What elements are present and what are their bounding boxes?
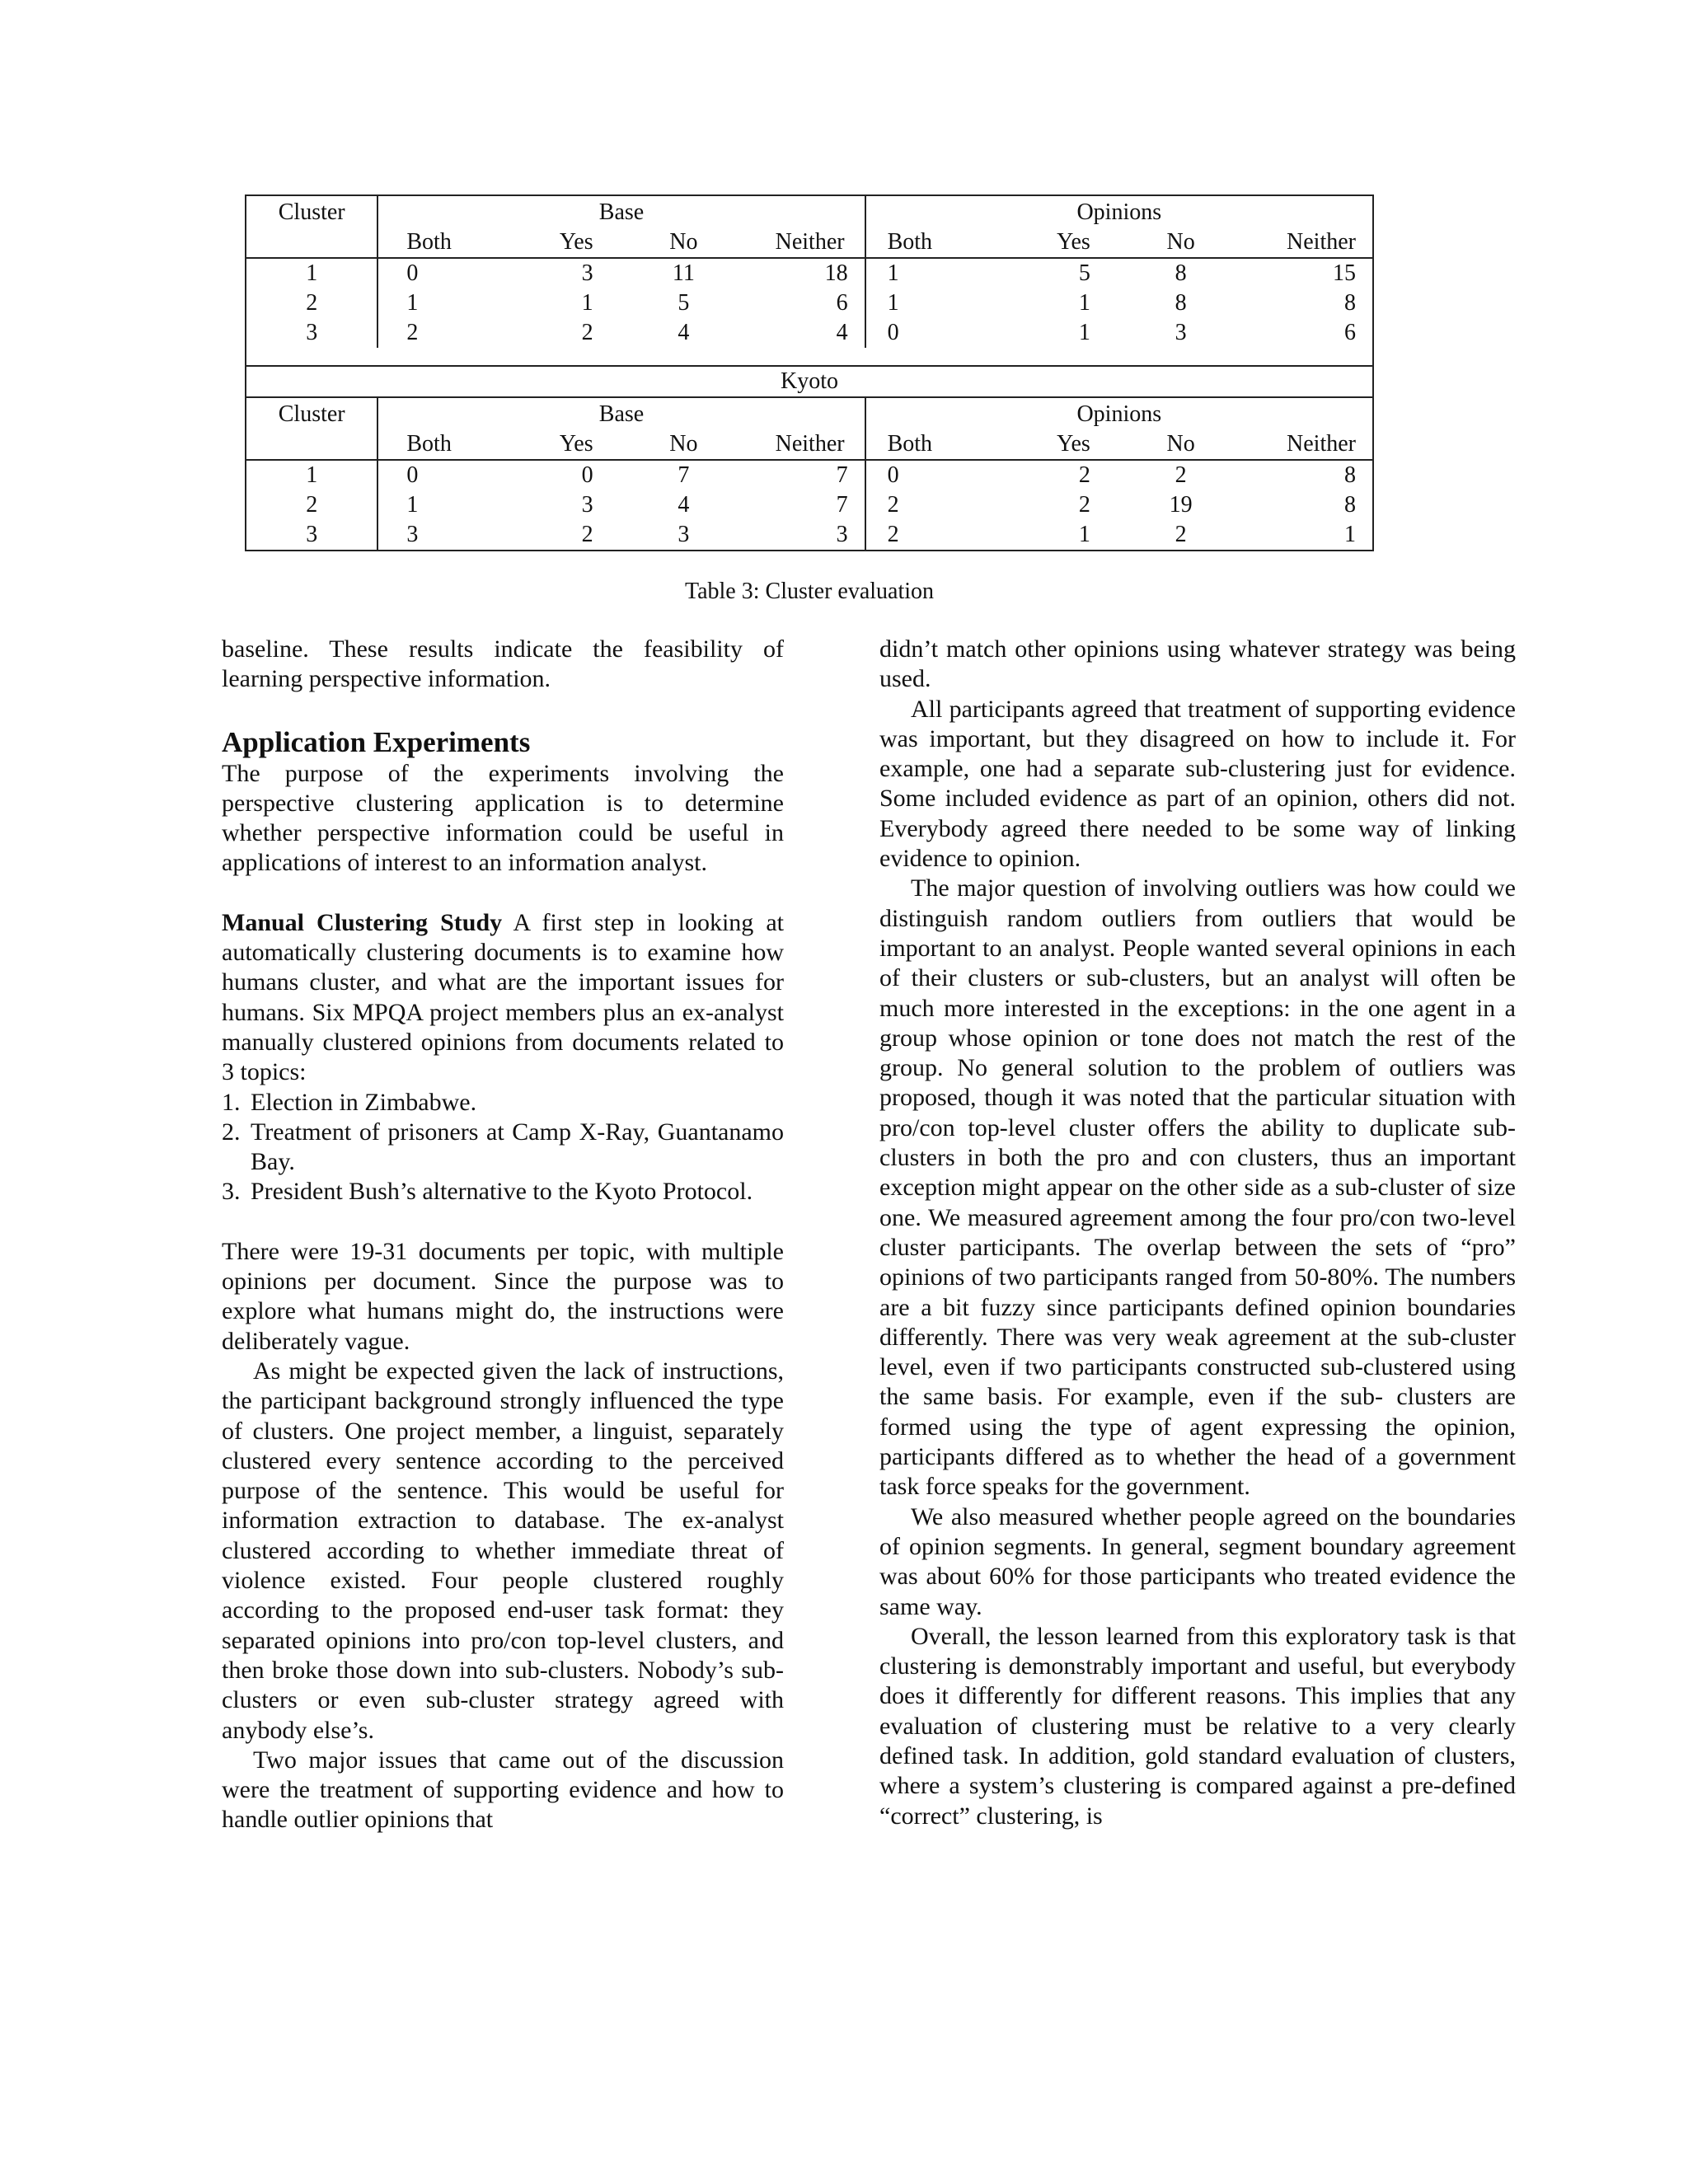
table-cell: 7 — [678, 462, 690, 488]
table-cell: 3 — [836, 522, 848, 547]
table-cell: 2 — [581, 522, 593, 547]
subheader-cell: Neither — [775, 229, 845, 255]
left-column — [222, 635, 784, 1835]
paragraph: The purpose of the experiments involving the perspective clustering application is to determine whether perspective information could be useful in applications of interest to an information analyst. — [222, 759, 784, 877]
table-cell: 19 — [1169, 492, 1193, 518]
subheader-cell: Neither — [775, 431, 845, 457]
subheader-cell: No — [1166, 229, 1195, 255]
table-cell: 1 — [865, 258, 974, 288]
table-cell: 7 — [836, 492, 848, 518]
table-cell: 6 — [836, 290, 848, 316]
paragraph: Two major issues that came out of the discussion were the treatment of supporting evidence and how to handle outlier opinions that — [222, 1746, 784, 1834]
cluster-evaluation-table — [245, 194, 1374, 551]
table-caption: Table 3: Cluster evaluation — [684, 579, 935, 604]
list-number: 1. — [222, 1088, 241, 1116]
table-cell: 3 — [581, 260, 593, 286]
table-cell: 6 — [1344, 320, 1356, 345]
list-item — [222, 1118, 784, 1178]
table-cell: 0 — [377, 258, 471, 288]
table-cell: 3 — [1175, 320, 1187, 345]
table-cell: 1 — [1344, 522, 1356, 547]
paragraph: baseline. These results indicate the feasibility of learning perspective information. — [222, 635, 784, 693]
table-cell: 2 — [1175, 522, 1187, 547]
header-cluster: Cluster — [278, 401, 345, 427]
table-spacer — [246, 348, 1373, 366]
cluster-id: 2 — [306, 290, 318, 316]
table-cell: 2 — [865, 520, 974, 551]
subheader-cell: Yes — [1057, 229, 1090, 255]
table-cell: 4 — [678, 320, 690, 345]
header-base: Base — [377, 397, 865, 429]
table-cell: 1 — [865, 288, 974, 318]
subheader-cell: Yes — [559, 229, 593, 255]
table-cell: 7 — [836, 462, 848, 488]
table-cell: 2 — [1175, 462, 1187, 488]
paragraph: There were 19-31 documents per topic, with multiple opinions per document. Since the purpose was to explore what humans might do, the instructions were deliberately vague. — [222, 1237, 784, 1355]
table-cell: 5 — [678, 290, 690, 316]
subheader-cell: Neither — [1287, 229, 1356, 255]
table-cell: 1 — [1078, 522, 1090, 547]
cluster-id: 1 — [306, 462, 318, 488]
table-row — [246, 460, 1373, 490]
table-cell: 1 — [1078, 290, 1090, 316]
subheader-cell: Both — [377, 429, 471, 460]
table-row — [246, 490, 1373, 520]
table-cell: 5 — [1078, 260, 1090, 286]
table-cell: 4 — [678, 492, 690, 518]
header-base: Base — [377, 195, 865, 227]
paragraph — [222, 908, 784, 1088]
table-cell: 2 — [581, 320, 593, 345]
table-cell: 3 — [581, 492, 593, 518]
subheader-cell: No — [669, 229, 698, 255]
table-cell: 0 — [581, 462, 593, 488]
subheader-cell: Both — [865, 429, 974, 460]
table-cell: 2 — [1078, 492, 1090, 518]
paragraph: We also measured whether people agreed on the boundaries of opinion segments. In general, segment boundary agreement was about 60% for those participants who treated evidence the same way. — [879, 1502, 1516, 1620]
table-cell: 1 — [377, 490, 471, 520]
list-number: 3. — [222, 1178, 241, 1206]
paragraph: As might be expected given the lack of instructions, the participant background strongly influenced the type of clusters. One project member, a linguist, separately clustered every sentence according to the perceived purpose of the sentence. This would be useful for information extraction to database. The ex-analyst clustered according to whether immediate threat of violence existed. Four people clustered roughly according to the proposed end-user task format: they separated opinions into pro/con top-level clusters, and then broke those down into sub-clusters. Nobody’s sub-clusters or even sub-cluster strategy agreed with anybody else’s. — [222, 1357, 784, 1744]
paragraph: Overall, the lesson learned from this exploratory task is that clustering is demonstrably important and useful, but everybody does it differently for different reasons. This implies that any evaluation of clustering must be relative to a very clearly defined task. In addition, gold standard evaluation of clusters, where a system’s clustering is compared against a pre-defined “correct” clustering, is — [879, 1622, 1516, 1830]
header-blank — [246, 429, 377, 460]
list-text: Treatment of prisoners at Camp X-Ray, Guantanamo Bay. — [251, 1118, 784, 1176]
right-column — [879, 635, 1516, 1831]
cluster-id: 1 — [306, 260, 318, 286]
subheader-cell: Yes — [1057, 431, 1090, 457]
paragraph: The major question of involving outliers was how could we distinguish random outliers from outliers that would be important to an analyst. People wanted several opinions in each of their clusters or sub-clusters, but an analyst will often be much more interested in the exceptions: in the one agent in a group whose opinion or tone does not match the rest of the group. No general solution to the problem of outliers was proposed, though it was noted that the particular situation with pro/con top-level cluster offers the ability to duplicate sub-clusters in both the pro and con clusters, thus an important exception might appear on the other side as a sub-cluster of size one. We measured agreement among the four pro/con two-level cluster participants. The overlap between the sets of “pro” opinions of two participants ranged from 50-80%. The numbers are a bit fuzzy since participants defined opinion boundaries differently. There was very weak agreement at the sub-cluster level, even if two participants constructed sub-clustered using the same basis. For example, even if the sub- clusters are formed using the type of agent expressing the opinion, participants differed as to whether the head of a government task force speaks for the government. — [879, 874, 1516, 1501]
table-cell: 3 — [678, 522, 690, 547]
table-cell: 4 — [836, 320, 848, 345]
table-cell: 18 — [824, 260, 848, 286]
subheader-cell: No — [669, 431, 698, 457]
list-number: 2. — [222, 1118, 241, 1146]
list-item — [222, 1177, 784, 1207]
paragraph: didn’t match other opinions using whatever strategy was being used. — [879, 635, 1516, 693]
table-cell: 8 — [1344, 492, 1356, 518]
subheader-cell: Both — [377, 227, 471, 258]
table-cell: 8 — [1344, 290, 1356, 316]
table-cell: 0 — [865, 460, 974, 490]
subheader-cell: Both — [865, 227, 974, 258]
table-row — [246, 258, 1373, 288]
table-cell: 2 — [377, 318, 471, 348]
table-cell: 1 — [1078, 320, 1090, 345]
list-item — [222, 1088, 784, 1118]
paragraph-text: A first step in looking at automatically clustering documents is to examine how humans cluster, and what are the important issues for humans. Six MPQA project members plus an ex-analyst manually clustered opinions from documents related to 3 topics: — [222, 908, 784, 1086]
table-cell: 2 — [865, 490, 974, 520]
header-blank — [246, 227, 377, 258]
section-heading: Application Experiments — [222, 725, 531, 758]
table-cell: 8 — [1175, 260, 1187, 286]
subheader-cell: Neither — [1287, 431, 1356, 457]
topic-list — [222, 1088, 784, 1207]
table-row — [246, 318, 1373, 348]
subheader-cell: No — [1166, 431, 1195, 457]
table-cell: 1 — [377, 288, 471, 318]
header-opinions: Opinions — [865, 397, 1373, 429]
list-text: President Bush’s alternative to the Kyoto Protocol. — [251, 1178, 753, 1206]
list-text: Election in Zimbabwe. — [251, 1088, 477, 1116]
table-row — [246, 288, 1373, 318]
table-cell: 1 — [581, 290, 593, 316]
cluster-id: 2 — [306, 492, 318, 518]
table-cell: 8 — [1344, 462, 1356, 488]
table-row — [246, 520, 1373, 551]
table-cell: 2 — [1078, 462, 1090, 488]
table-cell: 11 — [672, 260, 695, 286]
table-cell: 3 — [377, 520, 471, 551]
table-cell: 0 — [865, 318, 974, 348]
table-cell: 15 — [1333, 260, 1356, 286]
subheader-cell: Yes — [559, 431, 593, 457]
section-title-kyoto: Kyoto — [781, 368, 838, 394]
table-cell: 0 — [377, 460, 471, 490]
header-cluster: Cluster — [278, 199, 345, 225]
table-cell: 8 — [1175, 290, 1187, 316]
paragraph: All participants agreed that treatment of supporting evidence was important, but they disagreed on how to include it. For example, one had a separate sub-clustering just for evidence. Some included evidence as part of an opinion, others did not. Everybody agreed there needed to be some way of linking evidence to opinion. — [879, 695, 1516, 873]
cluster-id: 3 — [306, 320, 318, 345]
subsection-heading: Manual Clustering Study — [222, 908, 503, 936]
header-opinions: Opinions — [865, 195, 1373, 227]
cluster-id: 3 — [306, 522, 318, 547]
